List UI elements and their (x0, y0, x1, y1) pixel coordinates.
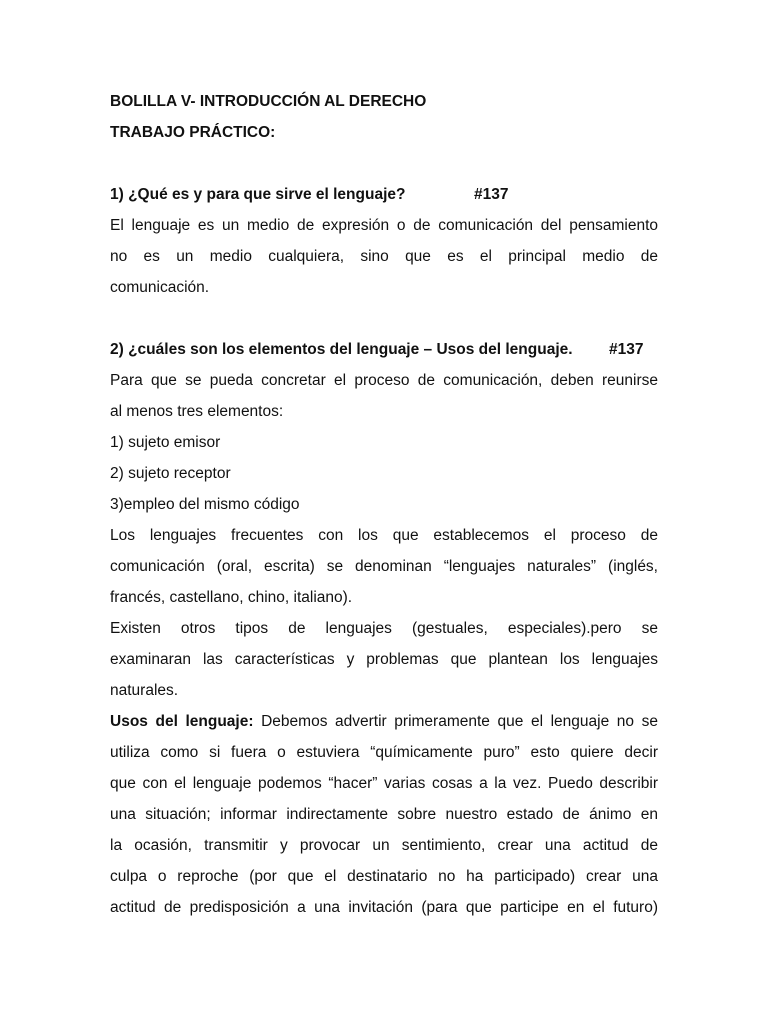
element-item: 1) sujeto emisor (110, 434, 221, 451)
question-1-ref: #137 (474, 186, 509, 203)
spacer (110, 303, 658, 334)
natural-line-1: Los lenguajes frecuentes con los que establecemos el proceso de (110, 527, 658, 544)
usos-line-1 (110, 706, 658, 737)
answer-1-line-3: comunicación. (110, 279, 210, 296)
other-line-3: naturales. (110, 682, 179, 699)
usos-label: Usos del lenguaje: (110, 713, 254, 730)
document-title: BOLILLA V- INTRODUCCIÓN AL DERECHO (110, 93, 427, 110)
element-item: 2) sujeto receptor (110, 465, 231, 482)
question-2 (110, 334, 658, 365)
usos-line-6: culpa o reproche (por que el destinatario no ha participado) crear una (110, 868, 658, 885)
answer-1-line-1: El lenguaje es un medio de expresión o de comunicación del pensamiento (110, 217, 658, 234)
other-line-1: Existen otros tipos de lenguajes (gestuales, especiales).pero se (110, 620, 658, 637)
natural-line-2: comunicación (oral, escrita) se denominan “lenguajes naturales” (inglés, (110, 558, 658, 575)
element-item: 3)empleo del mismo código (110, 496, 300, 513)
spacer (110, 148, 658, 179)
natural-line-3: francés, castellano, chino, italiano). (110, 589, 353, 606)
question-2-text: 2) ¿cuáles son los elementos del lenguaje – Usos del lenguaje. (110, 341, 573, 358)
question-1 (110, 179, 658, 210)
usos-line-7: actitud de predisposición a una invitación (para que participe en el futuro) (110, 899, 658, 916)
document-subtitle: TRABAJO PRÁCTICO: (110, 124, 276, 141)
document-page (110, 86, 658, 923)
question-1-text: 1) ¿Qué es y para que sirve el lenguaje? (110, 186, 406, 203)
usos-line-4: una situación; informar indirectamente sobre nuestro estado de ánimo en (110, 806, 658, 823)
answer-1-line-2: no es un medio cualquiera, sino que es el principal medio de (110, 248, 658, 265)
question-2-ref: #137 (609, 341, 644, 358)
usos-line-3: que con el lenguaje podemos “hacer” varias cosas a la vez. Puedo describir (110, 775, 658, 792)
intro-line-1: Para que se pueda concretar el proceso de comunicación, deben reunirse (110, 372, 658, 389)
other-line-2: examinaran las características y problemas que plantean los lenguajes (110, 651, 658, 668)
usos-first-text: Debemos advertir primeramente que el lenguaje no se (253, 713, 658, 730)
intro-line-2: al menos tres elementos: (110, 403, 284, 420)
usos-line-2: utiliza como si fuera o estuviera “químicamente puro” esto quiere decir (110, 744, 658, 761)
usos-line-5: la ocasión, transmitir y provocar un sentimiento, crear una actitud de (110, 837, 658, 854)
